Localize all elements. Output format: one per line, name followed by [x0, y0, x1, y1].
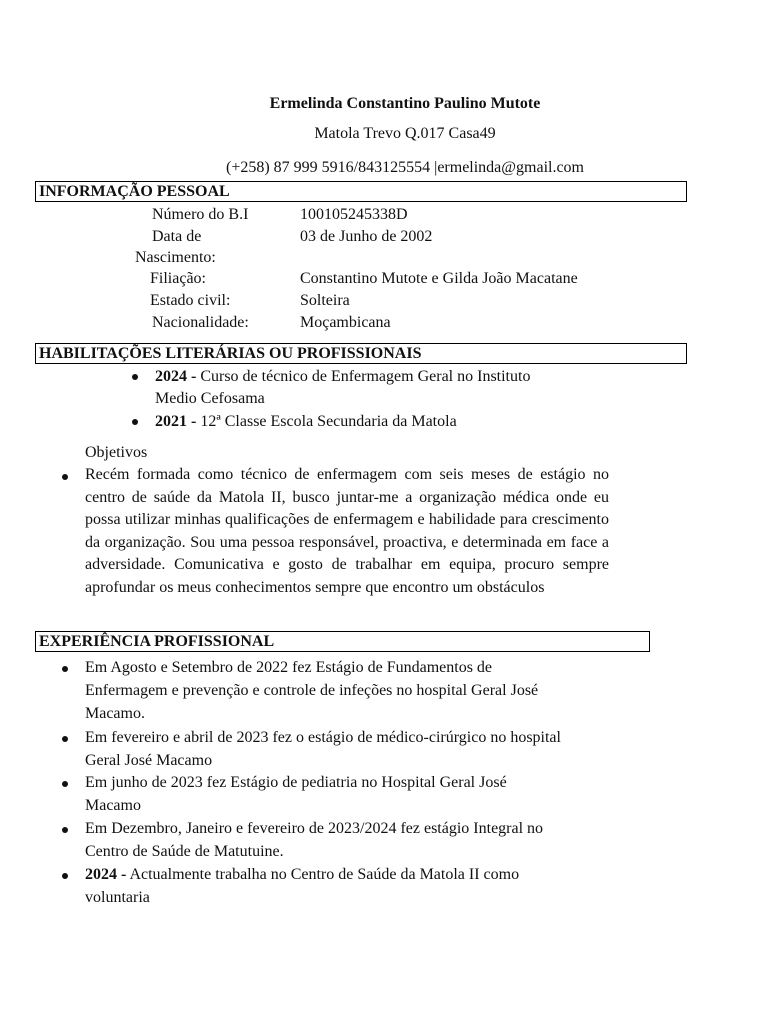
- education-item: 2024 - Curso de técnico de Enfermagem Geral no Instituto: [155, 368, 531, 385]
- experience-item: Em junho de 2023 fez Estágio de pediatria no Hospital Geral José: [85, 774, 507, 791]
- candidate-contact: (+258) 87 999 5916/843125554 |ermelinda@gmail.com: [225, 159, 584, 176]
- experience-title: EXPERIÊNCIA PROFISSIONAL: [39, 633, 275, 650]
- experience-item-continued: Macamo: [85, 797, 141, 814]
- education-header: [35, 343, 687, 364]
- experience-item-continued: Enfermagem e prevenção e controle de infeções no hospital Geral José: [85, 682, 539, 699]
- objectives-title: Objetivos: [85, 444, 148, 461]
- education-item: 2021 - 12ª Classe Escola Secundaria da Matola: [155, 413, 457, 430]
- filiation-value: Constantino Mutote e Gilda João Macatane: [300, 270, 578, 287]
- candidate-name: Ermelinda Constantino Paulino Mutote: [269, 95, 541, 112]
- education-item-continued: Medio Cefosama: [155, 390, 265, 407]
- bullet-icon: [60, 820, 70, 840]
- education-title: HABILITAÇÕES LITERÁRIAS OU PROFISSIONAIS: [39, 345, 422, 362]
- bullet-icon: [60, 659, 70, 679]
- experience-item-continued: voluntaria: [85, 889, 150, 906]
- bullet-icon: [60, 467, 70, 487]
- nationality-value: Moçambicana: [300, 314, 391, 331]
- experience-item: Em fevereiro e abril de 2023 fez o estágio de médico-cirúrgico no hospital: [85, 729, 561, 746]
- experience-item-continued: Macamo.: [85, 705, 145, 722]
- bullet-icon: [130, 412, 140, 432]
- experience-item: Em Dezembro, Janeiro e fevereiro de 2023/2024 fez estágio Integral no: [85, 820, 544, 837]
- nationality-label: Nacionalidade:: [152, 314, 249, 331]
- birth-label-line2: Nascimento:: [135, 249, 216, 266]
- bullet-icon: [60, 866, 70, 886]
- experience-header: [35, 631, 650, 652]
- personal-info-header: [35, 181, 687, 202]
- experience-item-continued: Centro de Saúde de Matutuine.: [85, 843, 284, 860]
- bullet-icon: [60, 774, 70, 794]
- birth-value: 03 de Junho de 2002: [300, 228, 433, 245]
- filiation-label: Filiação:: [150, 270, 206, 287]
- bullet-icon: [60, 729, 70, 749]
- objectives-text: Recém formada como técnico de enfermagem com seis meses de estágio no centro de saúde da Matola II, busco juntar-me a organização médica onde eu possa utilizar minhas qualificações de enfermagem e habilidade para crescimento da organização. Sou uma pessoa responsável, proactiva, e determinada em face a adversidade. Comunicativa e gosto de trabalhar em equipa, procuro sempre aprofundar os meus conhecimentos sempre que encontro um obstáculos: [85, 466, 609, 596]
- birth-label-line1: Data de: [152, 228, 202, 245]
- civil-status-label: Estado civil:: [150, 292, 231, 309]
- candidate-address: Matola Trevo Q.017 Casa49: [314, 125, 496, 142]
- bullet-icon: [130, 367, 140, 387]
- experience-item-continued: Geral José Macamo: [85, 752, 213, 769]
- bi-value: 100105245338D: [300, 206, 408, 223]
- bi-label: Número do B.I: [152, 206, 249, 223]
- experience-item: 2024 - Actualmente trabalha no Centro de Saúde da Matola II como: [85, 866, 520, 883]
- experience-item: Em Agosto e Setembro de 2022 fez Estágio de Fundamentos de: [85, 659, 493, 676]
- civil-status-value: Solteira: [300, 292, 350, 309]
- personal-info-title: INFORMAÇÃO PESSOAL: [39, 183, 230, 200]
